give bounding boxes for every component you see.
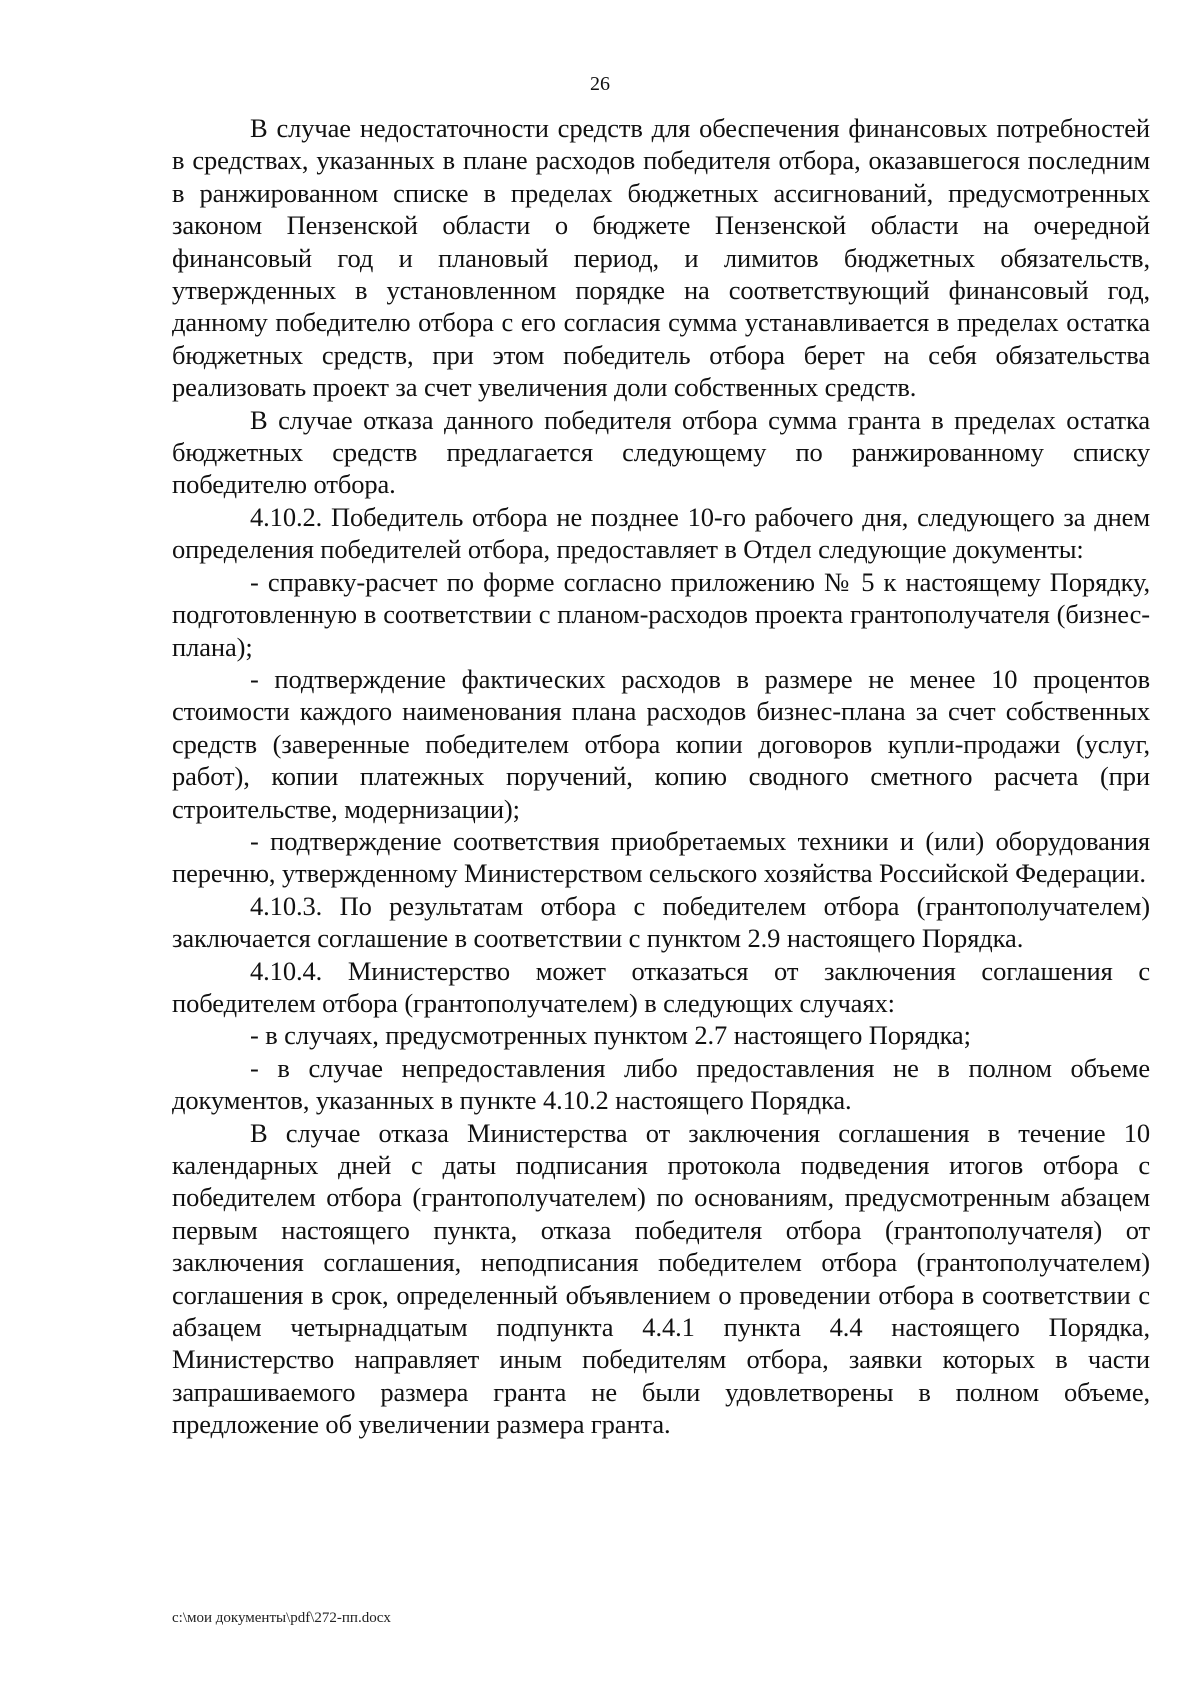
list-item-cases-2-7: - в случаях, предусмотренных пунктом 2.7 настоящего Порядка; bbox=[250, 1020, 971, 1051]
paragraph-ministry-refusal: В случае отказа Министерства от заключения соглашения в течение 10 календарных дней с даты подписания протокола подведения итогов отбора с победителем отбора (грантополучателем) по основаниям, предусмотренным абзацем первым настоящего пункта, отказа победителя отбора (грантополучателя) от заключения соглашения, неподписания победителем отбора (грантополучателем) соглашения в срок, определенный объявлением о проведении отбора в соответствии с абзацем четырнадцатым подпункта 4.4.1 пункта 4.4 настоящего Порядка, Министерство направляет иным победителям отбора, заявки которых в части запрашиваемого размера гранта не были удовлетворены в полном объеме, предложение об увеличении размера гранта. bbox=[172, 1117, 1150, 1440]
paragraph-4-10-2: 4.10.2. Победитель отбора не позднее 10-го рабочего дня, следующего за днем определения победителей отбора, предоставляет в Отдел следующие документы: bbox=[172, 501, 1150, 565]
list-item-incomplete-documents: - в случае непредоставления либо предоставления не в полном объеме документов, указанных в пункте 4.10.2 настоящего Порядка. bbox=[172, 1052, 1150, 1116]
document-body bbox=[172, 112, 1150, 1441]
footer-file-path: c:\мои документы\pdf\272-пп.docx bbox=[172, 1610, 391, 1626]
paragraph-4-10-3: 4.10.3. По результатам отбора с победителем отбора (грантополучателем) заключается соглашение в соответствии с пунктом 2.9 настоящего Порядка. bbox=[172, 890, 1150, 954]
paragraph-4-10-4: 4.10.4. Министерство может отказаться от заключения соглашения с победителем отбора (грантополучателем) в следующих случаях: bbox=[172, 955, 1150, 1018]
paragraph-budget-shortfall: В случае недостаточности средств для обеспечения финансовых потребностей в средствах, указанных в плане расходов победителя отбора, оказавшегося последним в ранжированном списке в пределах бюджетных ассигнований, предусмотренных законом Пензенской области о бюджете Пензенской области на очередной финансовый год и плановый период, и лимитов бюджетных обязательств, утвержденных в установленном порядке на соответствующий финансовый год, данному победителю отбора с его согласия сумма устанавливается в пределах остатка бюджетных средств, при этом победитель отбора берет на себя обязательства реализовать проект за счет увеличения доли собственных средств. bbox=[172, 113, 1150, 403]
paragraph-winner-refusal: В случае отказа данного победителя отбора сумма гранта в пределах остатка бюджетных средств предлагается следующему по ранжированному списку победителю отбора. bbox=[172, 404, 1150, 500]
list-item-calculation-certificate: - справку-расчет по форме согласно приложению № 5 к настоящему Порядку, подготовленную в соответствии с планом-расходов проекта грантополучателя (бизнес-плана); bbox=[172, 566, 1150, 662]
list-item-equipment-confirmation: - подтверждение соответствия приобретаемых техники и (или) оборудования перечню, утвержденному Министерством сельского хозяйства Российской Федерации. bbox=[172, 825, 1150, 889]
list-item-expense-confirmation: - подтверждение фактических расходов в размере не менее 10 процентов стоимости каждого наименования плана расходов бизнес-плана за счет собственных средств (заверенные победителем отбора копии договоров купли-продажи (услуг, работ), копии платежных поручений, копию сводного сметного расчета (при строительстве, модернизации); bbox=[172, 663, 1150, 824]
page-number: 26 bbox=[590, 73, 610, 95]
